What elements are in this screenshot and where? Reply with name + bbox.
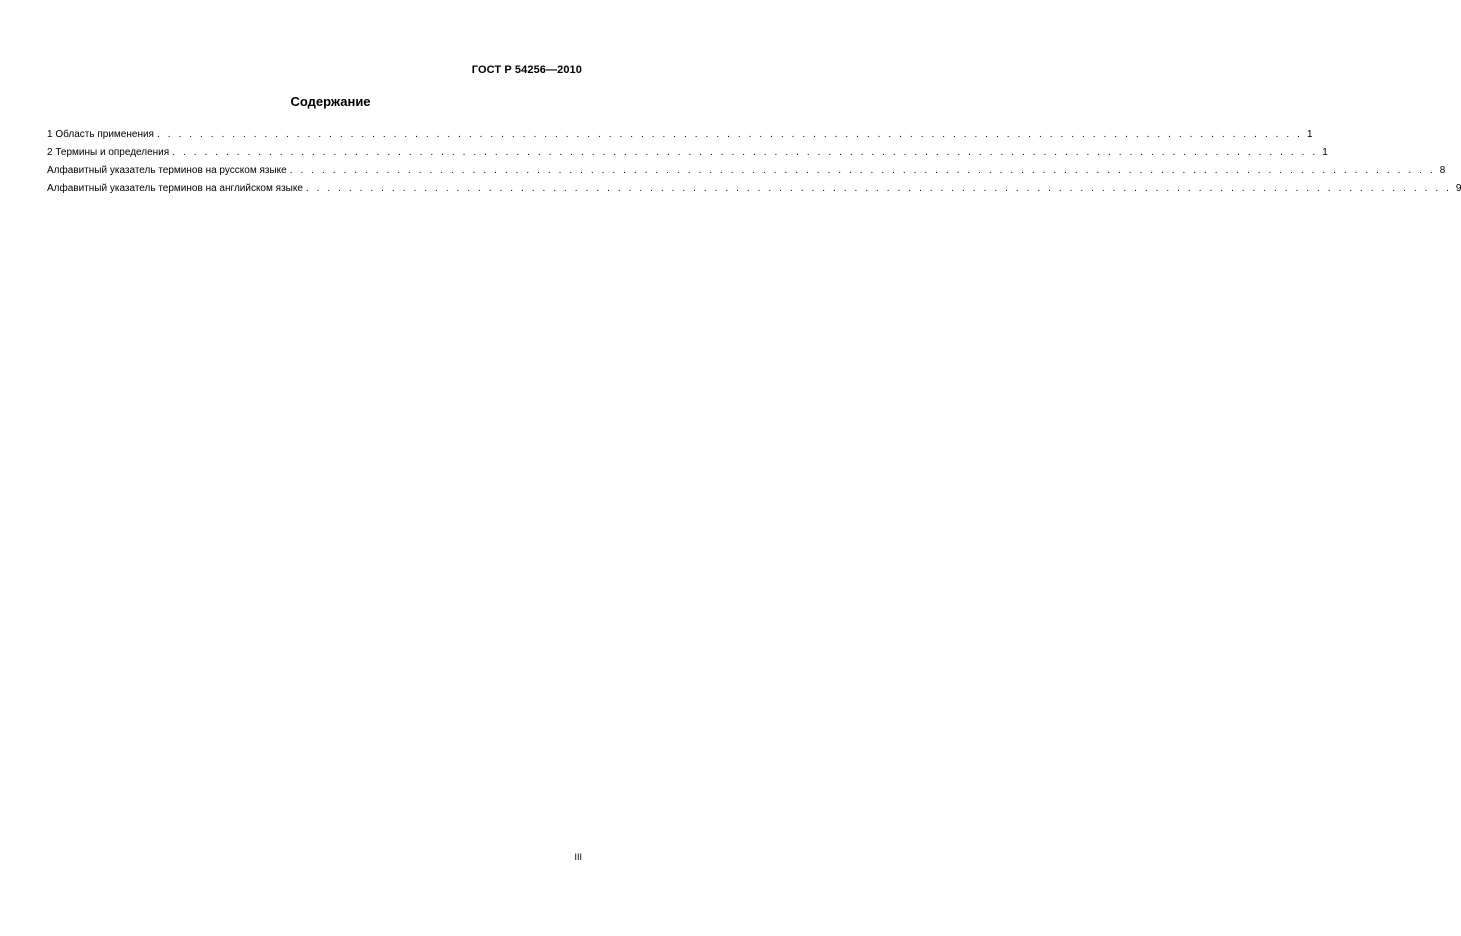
toc-entry-label: 2 Термины и определения <box>47 147 170 158</box>
page-number: III <box>574 852 582 862</box>
toc-entry-russian-index[interactable] <box>47 162 1446 180</box>
toc-entry-page: 8 <box>1439 165 1446 176</box>
toc-entry-page: 1 <box>1322 147 1328 158</box>
toc-entry-label: Алфавитный указатель терминов на русском языке <box>47 165 287 176</box>
toc-dot-leader: . . . . . . . . . . . . . . . . . . . . . . . . . . . . . . . . . . . . . . . . . . . . . . . . . . . . . . . . . . . . . . . . . . . . . . . . . . . . . . . . . . . . . . . . . . . . . . . . . . . . . . . . . . . <box>289 165 1436 176</box>
toc-entry-scope[interactable] <box>47 126 1313 144</box>
toc-entry-label: Алфавитный указатель терминов на английском языке <box>47 183 303 194</box>
toc-entry-page: 1 <box>1307 129 1313 140</box>
toc-entry-page: 9 <box>1455 183 1461 194</box>
toc-entry-label: 1 Область применения <box>47 129 154 140</box>
toc-dot-leader: . . . . . . . . . . . . . . . . . . . . . . . . . . . . . . . . . . . . . . . . . . . . . . . . . . . . . . . . . . . . . . . . . . . . . . . . . . . . . . . . . . . . . . . . . . . . . . . . . . . . . . . . . . . <box>172 147 1318 158</box>
toc-entry-english-index[interactable] <box>47 180 1461 198</box>
toc-dot-leader: . . . . . . . . . . . . . . . . . . . . . . . . . . . . . . . . . . . . . . . . . . . . . . . . . . . . . . . . . . . . . . . . . . . . . . . . . . . . . . . . . . . . . . . . . . . . . . . . . . . . . . . . . . . <box>156 129 1303 140</box>
toc-title: Содержание <box>290 94 371 109</box>
document-code: ГОСТ Р 54256—2010 <box>471 64 582 76</box>
table-of-contents <box>47 126 1461 198</box>
toc-dot-leader: . . . . . . . . . . . . . . . . . . . . . . . . . . . . . . . . . . . . . . . . . . . . . . . . . . . . . . . . . . . . . . . . . . . . . . . . . . . . . . . . . . . . . . . . . . . . . . . . . . . . . . . . . . . <box>305 183 1452 194</box>
toc-entry-terms[interactable] <box>47 144 1328 162</box>
